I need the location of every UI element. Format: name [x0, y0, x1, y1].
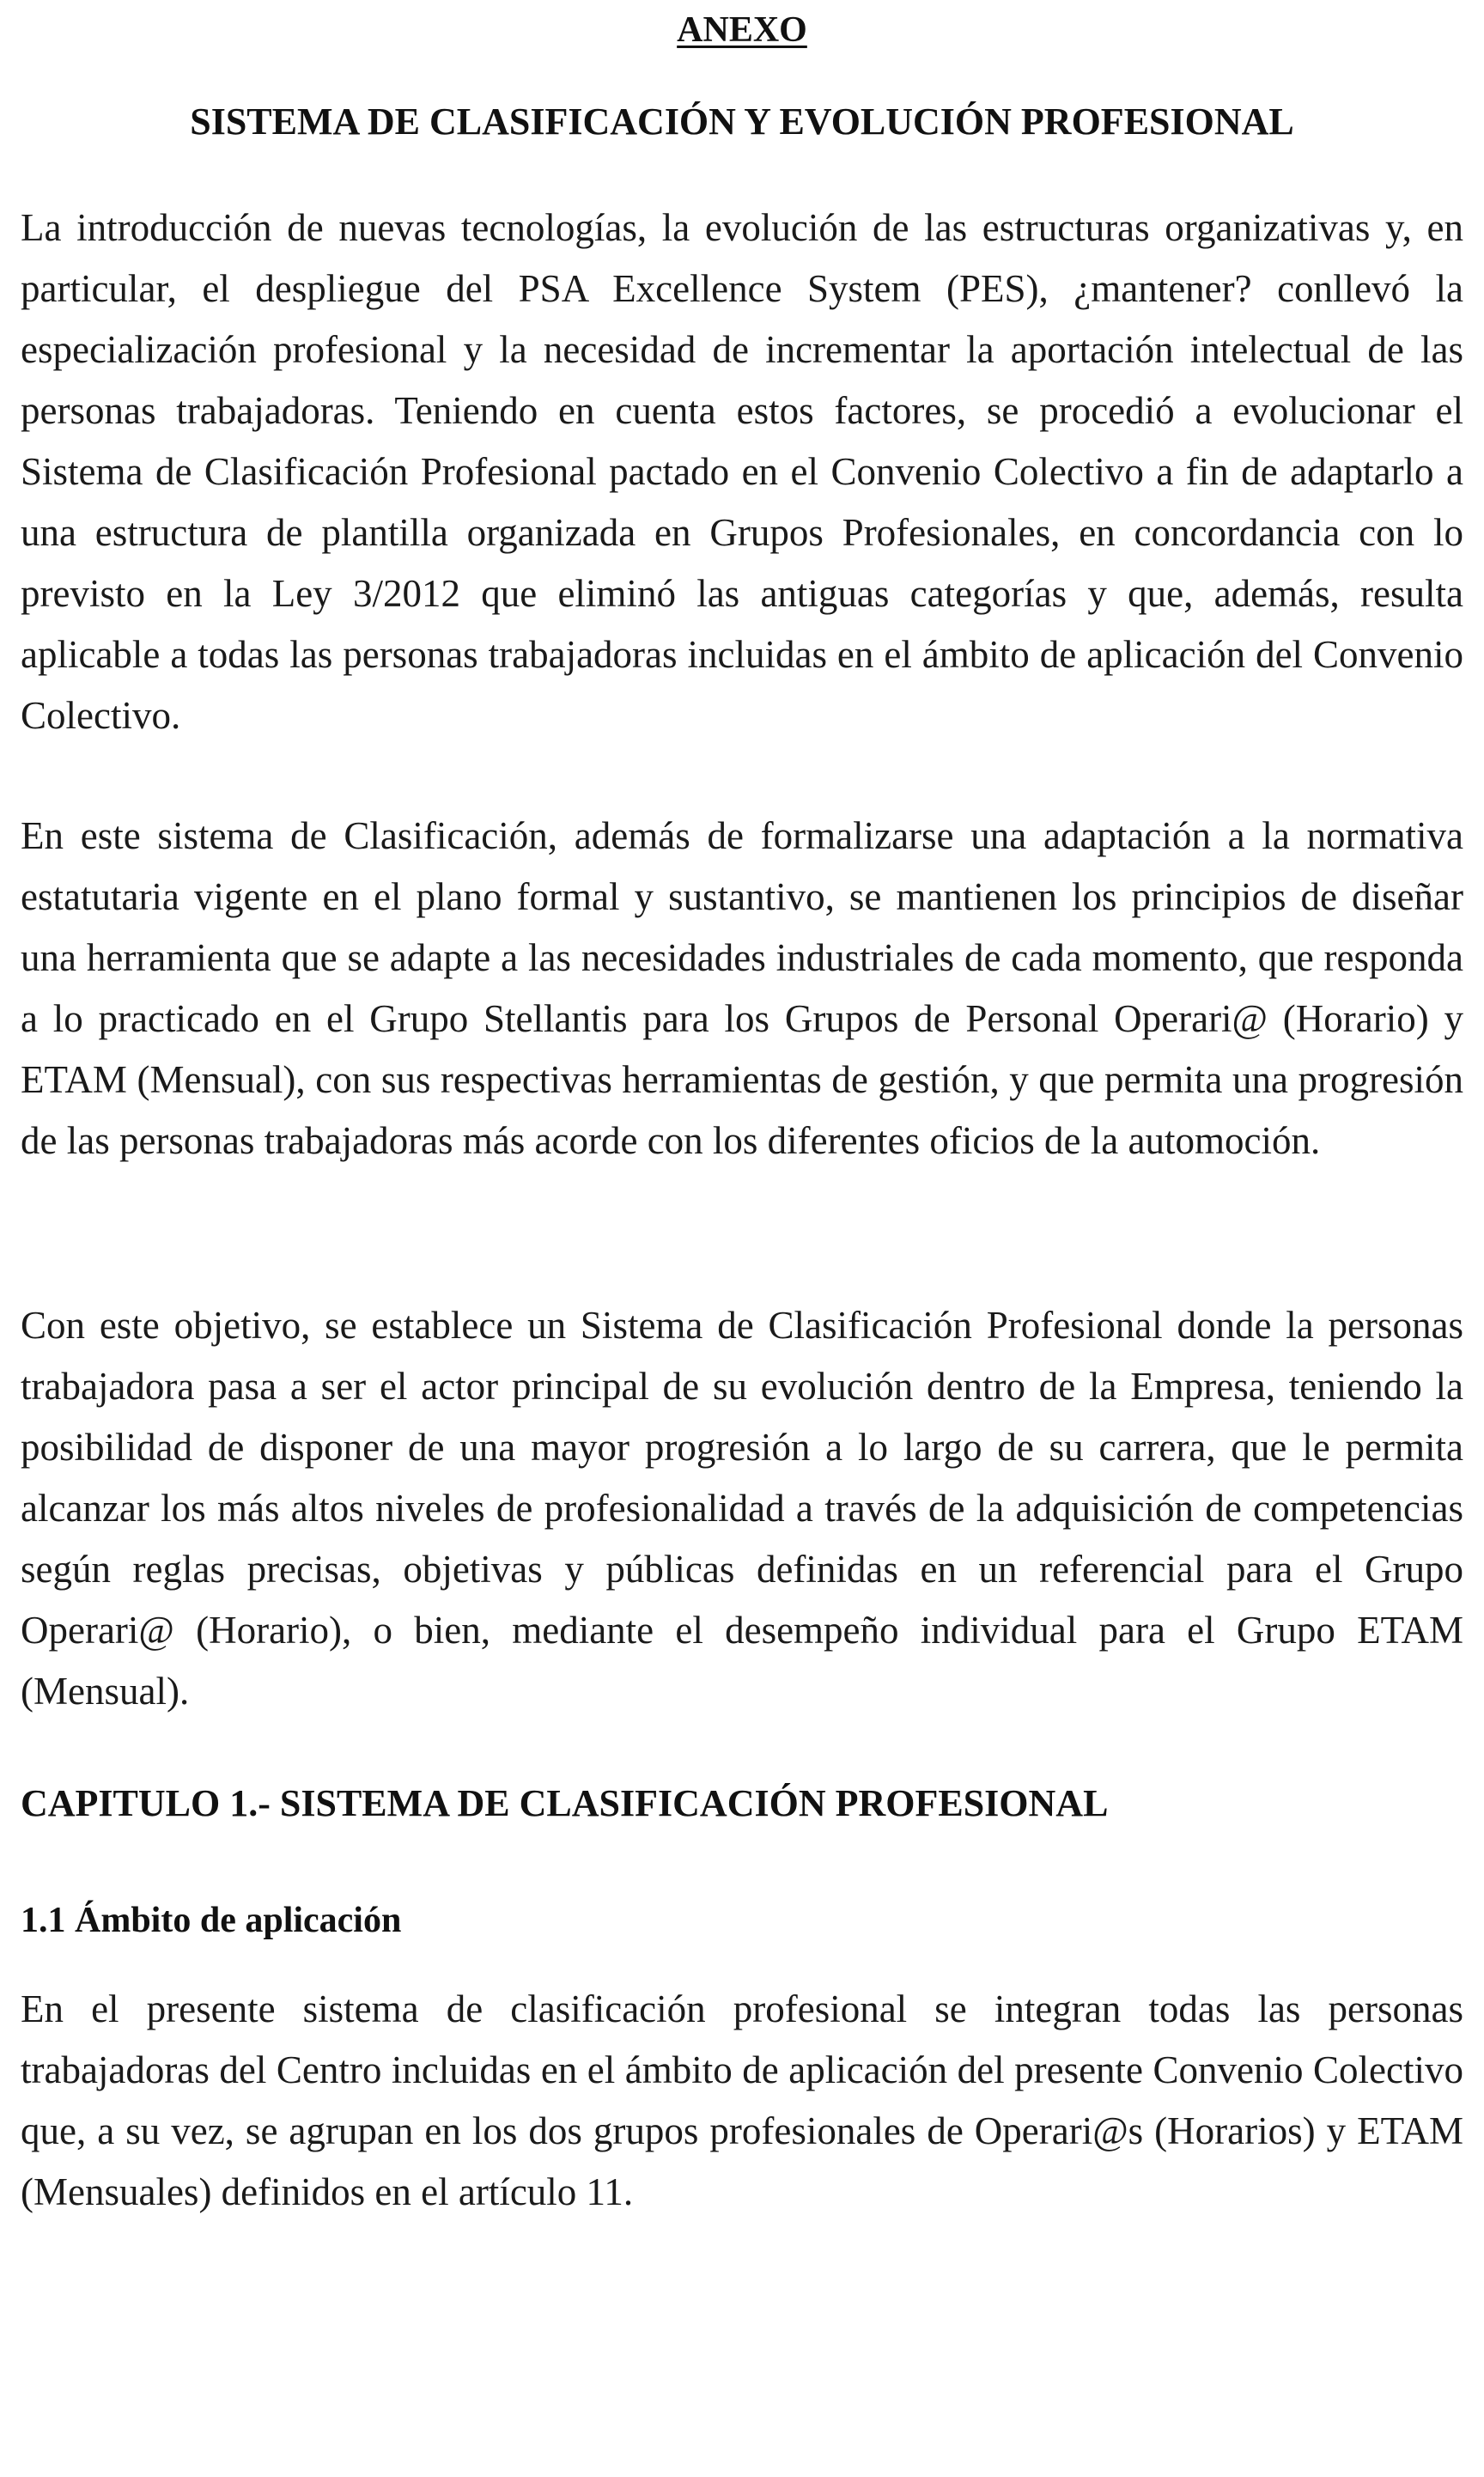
section-paragraph: En el presente sistema de clasificación profesional se integran todas las personas trabajadoras del Centro incluidas en el ámbito de aplicación del presente Convenio Colectivo que, a su vez, se agrupan en los dos grupos profesionales de Operari@s (Horarios) y ETAM (Mensuales) definidos en el artículo 11.: [21, 1987, 1463, 2213]
intro-paragraph-2: En este sistema de Clasificación, además de formalizarse una adaptación a la normativa estatutaria vigente en el plano formal y sustantivo, se mantienen los principios de diseñar una herramienta que se adapte a las necesidades industriales de cada momento, que responda a lo practicado en el Grupo Stellantis para los Grupos de Personal Operari@ (Horario) y ETAM (Mensual), con sus respectivas herramientas de gestión, y que permita una progresión de las personas trabajadoras más acorde con los diferentes oficios de la automoción.: [21, 814, 1463, 1162]
chapter-heading: CAPITULO 1.- SISTEMA DE CLASIFICACIÓN PROFESIONAL: [21, 1782, 1109, 1824]
intro-paragraph-1: La introducción de nuevas tecnologías, la evolución de las estructuras organizativas y, en particular, el despliegue del PSA Excellence System (PES), ¿mantener? conllevó la especialización profesional y la necesidad de incrementar la aportación intelectual de las personas trabajadoras. Teniendo en cuenta estos factores, se procedió a evolucionar el Sistema de Clasificación Profesional pactado en el Convenio Colectivo a fin de adaptarlo a una estructura de plantilla organizada en Grupos Profesionales, en concordancia con lo previsto en la Ley 3/2012 que eliminó las antiguas categorías y que, además, resulta aplicable a todas las personas trabajadoras incluidas en el ámbito de aplicación del Convenio Colectivo.: [21, 206, 1463, 737]
annex-title: ANEXO: [677, 10, 807, 50]
system-title: SISTEMA DE CLASIFICACIÓN Y EVOLUCIÓN PROFESIONAL: [190, 100, 1294, 143]
intro-paragraph-3: Con este objetivo, se establece un Sistema de Clasificación Profesional donde la personas trabajadora pasa a ser el actor principal de su evolución dentro de la Empresa, teniendo la posibilidad de disponer de una mayor progresión a lo largo de su carrera, que le permita alcanzar los más altos niveles de profesionalidad a través de la adquisición de competencias según reglas precisas, objetivas y públicas definidas en un referencial para el Grupo Operari@ (Horario), o bien, mediante el desempeño individual para el Grupo ETAM (Mensual).: [21, 1304, 1463, 1713]
section-heading: 1.1 Ámbito de aplicación: [21, 1901, 402, 1940]
